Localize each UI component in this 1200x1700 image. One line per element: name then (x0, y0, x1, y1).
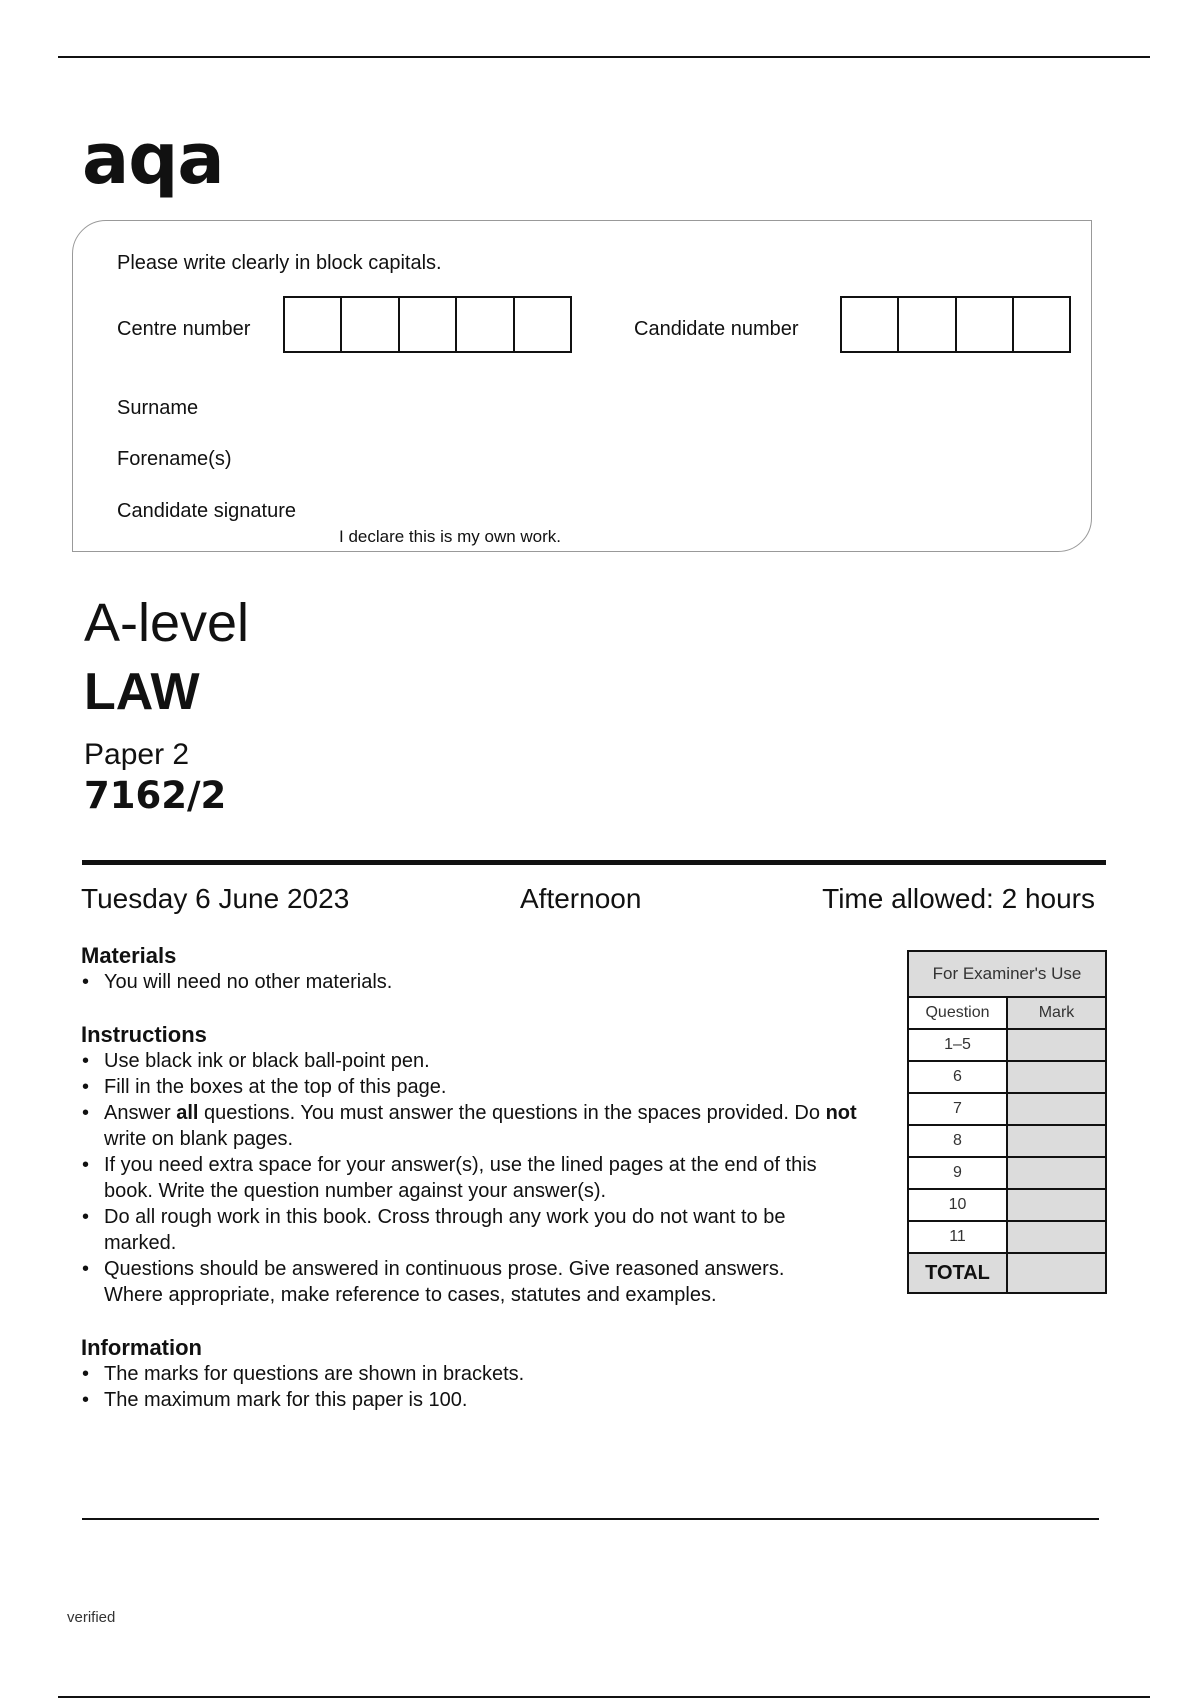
forename-label: Forename(s) (117, 448, 232, 470)
examiners-use-table (907, 950, 1107, 1294)
top-rule (58, 56, 1150, 58)
time-allowed: Time allowed: 2 hours (822, 883, 1095, 914)
list-item: • Do all rough work in this book. Cross through any work you do not want to be marked. (81, 1204, 871, 1256)
declaration-text: I declare this is my own work. (339, 527, 562, 546)
mark-cell (1007, 1189, 1106, 1221)
text: write on blank pages. (104, 1128, 294, 1150)
list-item: • Use black ink or black ball-point pen. (81, 1048, 871, 1074)
list-item: • If you need extra space for your answer(s), use the lined pages at the end of this book. Write the question number against your answer(s). (81, 1152, 871, 1204)
table-row (908, 1221, 1106, 1253)
column-header-question: Question (908, 997, 1007, 1029)
table-title: For Examiner's Use (908, 951, 1106, 997)
materials-list (81, 969, 871, 995)
qualification-level: A-level (84, 593, 250, 653)
column-header-mark: Mark (1007, 997, 1106, 1029)
table-row (908, 1061, 1106, 1093)
centre-number-label: Centre number (117, 318, 251, 340)
list-item: • Questions should be answered in continuous prose. Give reasoned answers. Where appropriate, make reference to cases, statutes and examples. (81, 1256, 871, 1308)
information-heading: Information (81, 1335, 202, 1360)
emphasis: not (825, 1102, 857, 1124)
question-cell: 6 (908, 1061, 1007, 1093)
candidate-number-field[interactable] (840, 296, 1071, 353)
mark-cell (1007, 1221, 1106, 1253)
total-row (908, 1253, 1106, 1293)
question-cell: 9 (908, 1157, 1007, 1189)
information-list (81, 1361, 871, 1413)
paper-number: Paper 2 (84, 738, 190, 771)
question-cell: 7 (908, 1093, 1007, 1125)
list-item (81, 1100, 871, 1152)
paper-code: 7162/2 (84, 774, 227, 817)
text: questions. You must answer the questions in the spaces provided. Do (198, 1102, 826, 1124)
block-capitals-instruction: Please write clearly in block capitals. (117, 252, 442, 274)
exam-rubric (81, 943, 871, 1413)
emphasis: all (176, 1102, 199, 1124)
list-item: • Fill in the boxes at the top of this page. (81, 1074, 871, 1100)
total-mark-cell (1007, 1253, 1106, 1293)
question-cell: 8 (908, 1125, 1007, 1157)
list-item: • The marks for questions are shown in brackets. (81, 1361, 871, 1387)
total-label: TOTAL (908, 1253, 1007, 1293)
list-item: • You will need no other materials. (81, 969, 871, 995)
page-bottom-rule (58, 1696, 1150, 1698)
aqa-logo: aqa (82, 118, 224, 200)
mark-cell (1007, 1157, 1106, 1189)
candidate-number-label: Candidate number (634, 318, 799, 340)
table-row (908, 1157, 1106, 1189)
thick-rule (82, 860, 1106, 865)
instructions-list (81, 1048, 871, 1308)
exam-date: Tuesday 6 June 2023 (81, 883, 350, 914)
question-cell: 11 (908, 1221, 1007, 1253)
subject-title: LAW (84, 663, 200, 721)
list-item: • The maximum mark for this paper is 100. (81, 1387, 871, 1413)
text: Answer (104, 1102, 177, 1124)
mark-cell (1007, 1093, 1106, 1125)
centre-number-field[interactable] (283, 296, 572, 353)
mark-cell (1007, 1029, 1106, 1061)
table-row (908, 1125, 1106, 1157)
table-row (908, 1029, 1106, 1061)
verified-label: verified (67, 1609, 116, 1626)
mark-cell (1007, 1125, 1106, 1157)
surname-label: Surname (117, 397, 199, 419)
materials-heading: Materials (81, 943, 177, 968)
signature-label: Candidate signature (117, 500, 297, 522)
question-cell: 1–5 (908, 1029, 1007, 1061)
instructions-heading: Instructions (81, 1022, 207, 1047)
bottom-rule (82, 1518, 1099, 1520)
exam-session: Afternoon (520, 883, 642, 914)
question-cell: 10 (908, 1189, 1007, 1221)
table-row (908, 1093, 1106, 1125)
mark-cell (1007, 1061, 1106, 1093)
table-row (908, 1189, 1106, 1221)
